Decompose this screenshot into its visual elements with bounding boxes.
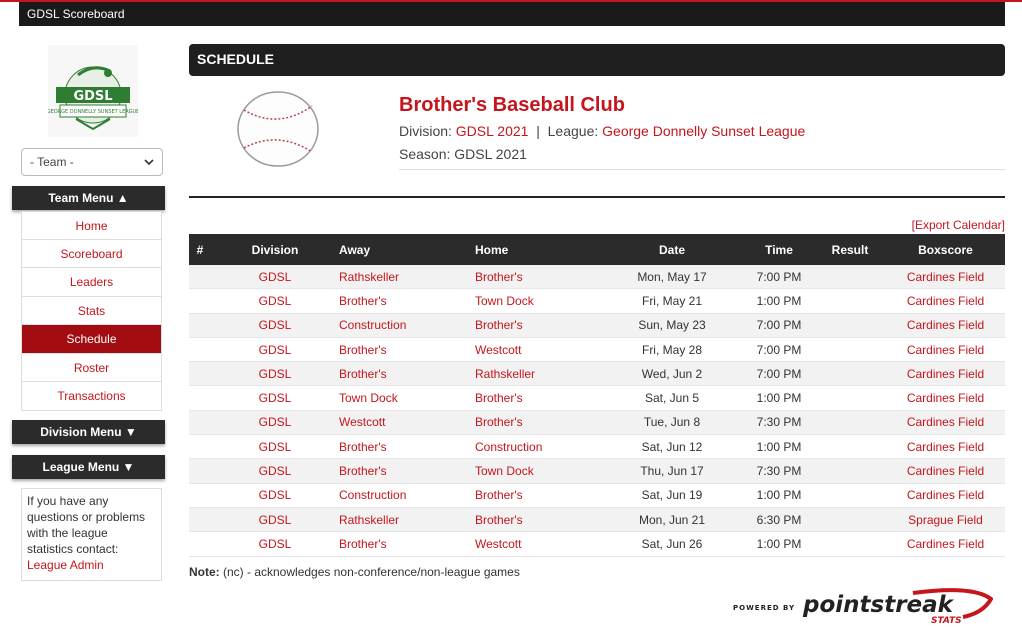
cell-number — [189, 386, 211, 410]
cell-home-link[interactable]: Rathskeller — [475, 366, 536, 381]
cell-result — [814, 435, 886, 459]
cell-number — [189, 532, 211, 556]
cell-division[interactable] — [211, 435, 339, 459]
cell-boxscore-link[interactable]: Cardines Field — [906, 269, 985, 284]
cell-away[interactable] — [339, 435, 475, 459]
cell-away-link[interactable]: Brother's — [339, 293, 387, 308]
cell-away[interactable] — [339, 532, 475, 556]
team-menu — [21, 211, 162, 411]
cell-division-link[interactable]: GDSL — [258, 464, 292, 479]
cell-away[interactable] — [339, 507, 475, 531]
schedule-table — [189, 234, 1005, 557]
cell-away-link[interactable]: Rathskeller — [339, 512, 400, 527]
team-menu-leaders[interactable]: Leaders — [21, 268, 162, 297]
cell-date: Sat, Jun 5 — [600, 386, 744, 410]
cell-division[interactable] — [211, 459, 339, 483]
cell-boxscore-link[interactable]: Cardines Field — [906, 488, 985, 503]
cell-division[interactable] — [211, 386, 339, 410]
table-row — [189, 459, 1005, 483]
cell-boxscore[interactable] — [886, 289, 1005, 313]
cell-number — [189, 459, 211, 483]
cell-away-link[interactable]: Town Dock — [339, 391, 398, 406]
team-select-value: - Team - — [30, 155, 74, 169]
cell-away-link[interactable]: Brother's — [339, 342, 387, 357]
cell-division[interactable] — [211, 289, 339, 313]
table-row — [189, 337, 1005, 361]
cell-number — [189, 265, 211, 289]
cell-boxscore-link[interactable]: Cardines Field — [906, 464, 985, 479]
cell-away[interactable] — [339, 313, 475, 337]
cell-date: Mon, May 17 — [600, 265, 744, 289]
cell-division[interactable] — [211, 313, 339, 337]
cell-number — [189, 362, 211, 386]
season-label: Season: GDSL 2021 — [399, 146, 527, 162]
league-link[interactable]: George Donnelly Sunset League — [602, 123, 806, 139]
cell-division-link[interactable]: GDSL — [258, 269, 292, 284]
cell-home[interactable] — [475, 362, 600, 386]
svg-text:pointstreak: pointstreak — [803, 592, 953, 618]
cell-division-link[interactable]: GDSL — [258, 293, 292, 308]
cell-boxscore[interactable] — [886, 337, 1005, 361]
cell-home-link[interactable]: Brother's — [475, 415, 523, 430]
cell-date: Tue, Jun 8 — [600, 410, 744, 434]
team-menu-schedule[interactable]: Schedule — [21, 325, 162, 354]
cell-home[interactable] — [475, 483, 600, 507]
cell-division-link[interactable]: GDSL — [258, 488, 292, 503]
cell-division-link[interactable]: GDSL — [258, 391, 292, 406]
cell-division[interactable] — [211, 507, 339, 531]
cell-home-link[interactable]: Brother's — [475, 318, 523, 333]
col-home[interactable]: Home — [475, 234, 600, 265]
cell-division[interactable] — [211, 265, 339, 289]
baseball-icon — [236, 90, 320, 168]
svg-text:STATS: STATS — [931, 616, 962, 625]
cell-division-link[interactable]: GDSL — [258, 512, 292, 527]
cell-away-link[interactable]: Construction — [339, 318, 407, 333]
divider — [399, 169, 1005, 170]
cell-date: Thu, Jun 17 — [600, 459, 744, 483]
cell-number — [189, 289, 211, 313]
table-row — [189, 435, 1005, 459]
division-menu-toggle[interactable]: Division Menu ▼ — [12, 420, 165, 444]
cell-home[interactable] — [475, 386, 600, 410]
league-logo[interactable] — [48, 45, 138, 137]
cell-home-link[interactable]: Construction — [475, 439, 543, 454]
info-separator: | — [536, 123, 540, 139]
cell-time: 7:30 PM — [744, 459, 814, 483]
cell-date: Fri, May 28 — [600, 337, 744, 361]
cell-result — [814, 313, 886, 337]
cell-boxscore-link[interactable]: Sprague Field — [908, 512, 983, 527]
cell-time: 1:00 PM — [744, 386, 814, 410]
cell-division[interactable] — [211, 410, 339, 434]
cell-number — [189, 435, 211, 459]
table-header-row — [189, 234, 1005, 265]
note-label: Note: — [189, 565, 220, 579]
cell-away-link[interactable]: Westcott — [339, 415, 386, 430]
cell-home-link[interactable]: Brother's — [475, 512, 523, 527]
cell-division[interactable] — [211, 532, 339, 556]
cell-division-link[interactable]: GDSL — [258, 366, 292, 381]
cell-home-link[interactable]: Brother's — [475, 269, 523, 284]
cell-time: 7:30 PM — [744, 410, 814, 434]
cell-away[interactable] — [339, 410, 475, 434]
cell-division[interactable] — [211, 337, 339, 361]
cell-home[interactable] — [475, 507, 600, 531]
cell-boxscore[interactable] — [886, 435, 1005, 459]
cell-division-link[interactable]: GDSL — [258, 415, 292, 430]
cell-date: Sun, May 23 — [600, 313, 744, 337]
cell-date: Wed, Jun 2 — [600, 362, 744, 386]
cell-boxscore-link[interactable]: Cardines Field — [906, 415, 985, 430]
team-division-league — [399, 123, 805, 139]
cell-away[interactable] — [339, 483, 475, 507]
team-menu-stats[interactable]: Stats — [21, 297, 162, 326]
league-admin-link[interactable]: League Admin — [27, 558, 104, 572]
cell-away[interactable] — [339, 386, 475, 410]
svg-text:GDSL: GDSL — [73, 89, 113, 104]
cell-away-link[interactable]: Brother's — [339, 366, 387, 381]
cell-division[interactable] — [211, 362, 339, 386]
cell-date: Sat, Jun 19 — [600, 483, 744, 507]
cell-number — [189, 483, 211, 507]
cell-result — [814, 532, 886, 556]
cell-result — [814, 410, 886, 434]
chevron-down-icon — [144, 149, 154, 175]
cell-boxscore[interactable] — [886, 410, 1005, 434]
cell-time: 1:00 PM — [744, 483, 814, 507]
cell-away-link[interactable]: Brother's — [339, 536, 387, 551]
team-menu-toggle[interactable]: Team Menu ▲ — [12, 186, 165, 210]
app-title[interactable]: GDSL Scoreboard — [27, 7, 125, 21]
cell-home[interactable] — [475, 459, 600, 483]
cell-away[interactable] — [339, 337, 475, 361]
cell-boxscore[interactable] — [886, 532, 1005, 556]
cell-result — [814, 289, 886, 313]
cell-date: Sat, Jun 12 — [600, 435, 744, 459]
cell-time: 7:00 PM — [744, 313, 814, 337]
col-result[interactable]: Result — [814, 234, 886, 265]
cell-home[interactable] — [475, 313, 600, 337]
cell-result — [814, 265, 886, 289]
table-row — [189, 289, 1005, 313]
cell-home-link[interactable]: Town Dock — [475, 464, 534, 479]
cell-away[interactable] — [339, 265, 475, 289]
cell-away[interactable] — [339, 362, 475, 386]
cell-home-link[interactable]: Westcott — [475, 536, 522, 551]
cell-division-link[interactable]: GDSL — [258, 318, 292, 333]
section-title: SCHEDULE — [189, 44, 1005, 76]
cell-division-link[interactable]: GDSL — [258, 439, 292, 454]
team-menu-home[interactable]: Home — [21, 211, 162, 240]
col-number[interactable]: # — [189, 234, 211, 265]
cell-home-link[interactable]: Brother's — [475, 488, 523, 503]
cell-boxscore-link[interactable]: Cardines Field — [906, 391, 985, 406]
division-label: Division: — [399, 123, 452, 139]
cell-boxscore[interactable] — [886, 386, 1005, 410]
cell-division-link[interactable]: GDSL — [258, 536, 292, 551]
cell-result — [814, 483, 886, 507]
cell-number — [189, 313, 211, 337]
cell-date: Sat, Jun 26 — [600, 532, 744, 556]
cell-away-link[interactable]: Rathskeller — [339, 269, 400, 284]
cell-away-link[interactable]: Construction — [339, 488, 407, 503]
contact-box — [21, 488, 162, 581]
cell-boxscore-link[interactable]: Cardines Field — [906, 439, 985, 454]
table-row — [189, 362, 1005, 386]
cell-time: 1:00 PM — [744, 435, 814, 459]
col-division[interactable]: Division — [211, 234, 339, 265]
cell-home[interactable] — [475, 410, 600, 434]
cell-boxscore[interactable] — [886, 265, 1005, 289]
cell-home[interactable] — [475, 265, 600, 289]
cell-division-link[interactable]: GDSL — [258, 342, 292, 357]
cell-time: 6:30 PM — [744, 507, 814, 531]
team-menu-transactions[interactable]: Transactions — [21, 382, 162, 411]
division-link[interactable]: GDSL 2021 — [455, 123, 529, 139]
table-row — [189, 507, 1005, 531]
cell-result — [814, 337, 886, 361]
table-row — [189, 532, 1005, 556]
table-row — [189, 313, 1005, 337]
col-time[interactable]: Time — [744, 234, 814, 265]
cell-time: 1:00 PM — [744, 289, 814, 313]
team-menu-scoreboard[interactable]: Scoreboard — [21, 240, 162, 269]
divider — [189, 196, 1005, 198]
cell-result — [814, 459, 886, 483]
cell-boxscore[interactable] — [886, 313, 1005, 337]
cell-boxscore[interactable] — [886, 362, 1005, 386]
cell-boxscore[interactable] — [886, 459, 1005, 483]
cell-home[interactable] — [475, 532, 600, 556]
col-date[interactable]: Date — [600, 234, 744, 265]
contact-text: If you have any questions or problems with the league statistics contact: — [27, 494, 146, 556]
team-name: Brother's Baseball Club — [399, 94, 625, 116]
cell-division[interactable] — [211, 483, 339, 507]
league-label: League: — [547, 123, 599, 139]
cell-boxscore-link[interactable]: Cardines Field — [906, 366, 985, 381]
cell-away-link[interactable]: Brother's — [339, 464, 387, 479]
league-menu-toggle[interactable]: League Menu ▼ — [12, 455, 165, 479]
table-row — [189, 386, 1005, 410]
cell-away[interactable] — [339, 289, 475, 313]
cell-time: 7:00 PM — [744, 265, 814, 289]
cell-home[interactable] — [475, 435, 600, 459]
note-text: (nc) - acknowledges non-conference/non-league games — [219, 565, 520, 579]
export-calendar-link[interactable]: [Export Calendar] — [911, 218, 1005, 232]
table-row — [189, 265, 1005, 289]
cell-home[interactable] — [475, 337, 600, 361]
svg-text:POWERED BY: POWERED BY — [733, 604, 796, 612]
cell-boxscore[interactable] — [886, 507, 1005, 531]
table-row — [189, 410, 1005, 434]
table-row — [189, 483, 1005, 507]
cell-boxscore-link[interactable]: Cardines Field — [906, 318, 985, 333]
team-menu-roster[interactable]: Roster — [21, 354, 162, 383]
team-select[interactable] — [21, 148, 163, 176]
col-away[interactable]: Away — [339, 234, 475, 265]
col-boxscore[interactable]: Boxscore — [886, 234, 1005, 265]
cell-away[interactable] — [339, 459, 475, 483]
note — [189, 565, 520, 579]
cell-result — [814, 386, 886, 410]
cell-boxscore-link[interactable]: Cardines Field — [906, 293, 985, 308]
cell-home[interactable] — [475, 289, 600, 313]
svg-text:GEORGE DONNELLY SUNSET LEAGUE: GEORGE DONNELLY SUNSET LEAGUE — [48, 109, 138, 115]
cell-home-link[interactable]: Westcott — [475, 342, 522, 357]
cell-home-link[interactable]: Brother's — [475, 391, 523, 406]
cell-boxscore[interactable] — [886, 483, 1005, 507]
cell-boxscore-link[interactable]: Cardines Field — [906, 536, 985, 551]
cell-date: Fri, May 21 — [600, 289, 744, 313]
cell-time: 7:00 PM — [744, 362, 814, 386]
cell-time: 7:00 PM — [744, 337, 814, 361]
cell-number — [189, 410, 211, 434]
cell-result — [814, 507, 886, 531]
cell-boxscore-link[interactable]: Cardines Field — [906, 342, 985, 357]
cell-number — [189, 337, 211, 361]
app-title-bar — [19, 2, 1005, 26]
pointstreak-logo[interactable] — [733, 585, 993, 625]
cell-away-link[interactable]: Brother's — [339, 439, 387, 454]
cell-home-link[interactable]: Town Dock — [475, 293, 534, 308]
cell-number — [189, 507, 211, 531]
cell-date: Mon, Jun 21 — [600, 507, 744, 531]
cell-time: 1:00 PM — [744, 532, 814, 556]
cell-result — [814, 362, 886, 386]
